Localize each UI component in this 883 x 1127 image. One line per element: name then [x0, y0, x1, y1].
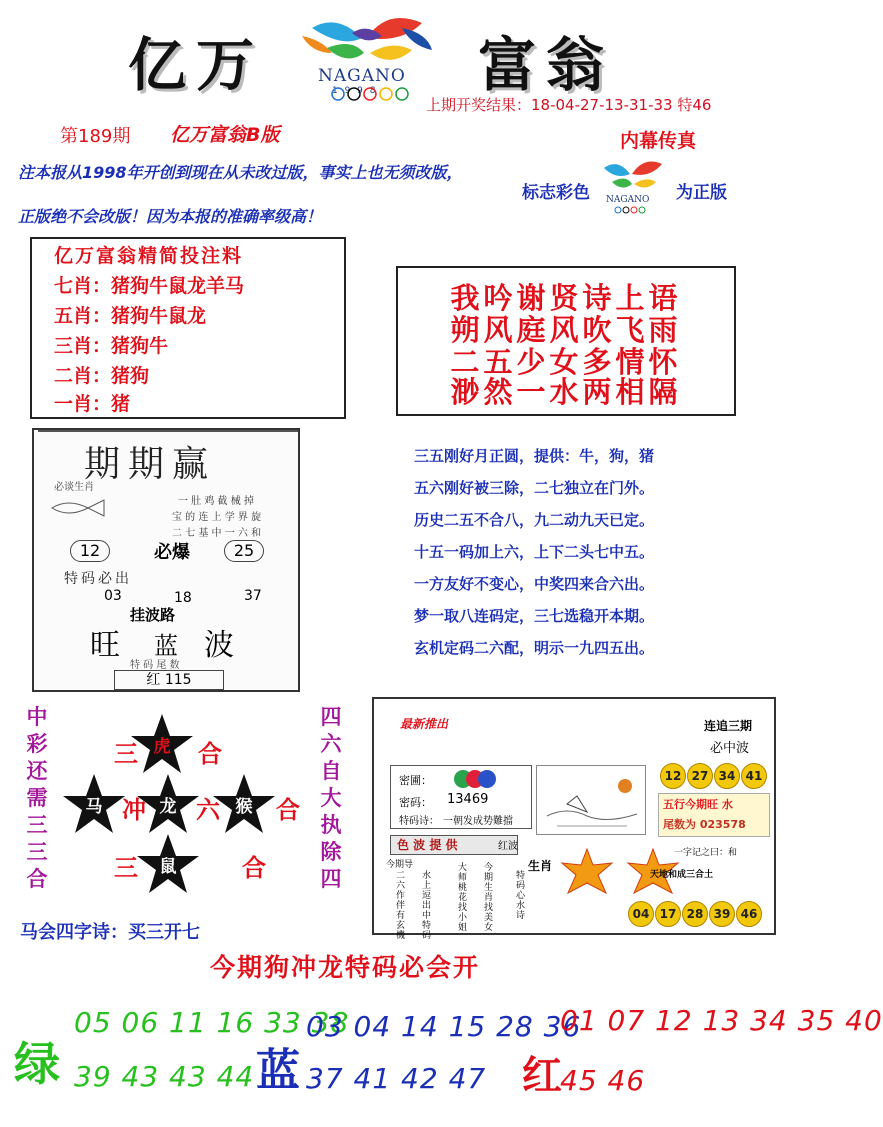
- zodiac-left-column: 中彩还需三三合: [26, 705, 48, 891]
- star-horse: [62, 772, 126, 836]
- fax-label: 内幕传真: [620, 130, 697, 152]
- star-monkey-label: 猴: [235, 796, 253, 817]
- word-note: 一字记之曰：和: [674, 848, 738, 858]
- vertical-col-2: 水上逗出中特码: [422, 871, 432, 941]
- star-horse-label: 马: [85, 796, 103, 817]
- star-dragon: [136, 772, 200, 836]
- color-tag: 色 波 提 供: [390, 835, 518, 855]
- zodiac-chong: 冲: [122, 796, 146, 824]
- blue-poem-line: 梦一取八连码定，三七选稳开本期。: [414, 607, 655, 625]
- ball: 28: [682, 901, 708, 927]
- title-left: 亿万: [128, 31, 265, 99]
- scan-red-label: 红 115: [114, 670, 224, 690]
- blue-poem-line: 十五一码加上六，上下二头七中五。: [414, 543, 655, 561]
- green-row-1: 05 06 11 16 33 38: [74, 1006, 350, 1039]
- last-result: 上期开奖结果：18-04-27-13-31-33 特46: [426, 96, 712, 114]
- code-value: 13469: [447, 792, 489, 807]
- scan-num: 37: [244, 588, 262, 604]
- title-right: 富翁: [478, 31, 615, 99]
- scan-num: 03: [104, 588, 122, 604]
- panel-must-bo: 必中波: [710, 741, 750, 756]
- blue-poem-line: 五六刚好被三除，二七独立在门外。: [414, 479, 655, 497]
- ball: 04: [628, 901, 654, 927]
- info-panel: [372, 697, 776, 941]
- blue-row-2: 37 41 42 47: [306, 1062, 487, 1095]
- zodiac-row1-left: 三: [114, 740, 138, 768]
- banner: 今期狗冲龙特码必会开: [210, 953, 481, 982]
- blue-poem-line: 三五刚好月正圆，提供：牛，狗，猪: [414, 447, 655, 465]
- scan-lan: 蓝: [154, 632, 178, 660]
- vertical-col-4: 今期生肖找美女: [484, 863, 494, 933]
- scan-title: 期期赢: [84, 444, 217, 485]
- pick-line: 七肖：猪狗牛鼠龙羊马: [54, 275, 245, 297]
- svg-text:NAGANO: NAGANO: [606, 195, 650, 205]
- scan-wang: 旺: [90, 628, 120, 663]
- scan-bo: 波: [204, 628, 234, 663]
- poem-line: 我吟谢贤诗上语: [450, 281, 682, 315]
- panel-header-gap: [486, 699, 672, 749]
- scan-rule: [38, 430, 298, 432]
- blue-poem-line: 玄机定码二六配，明示一九四五出。: [414, 639, 655, 657]
- zodiac-row3-left: 三: [114, 854, 138, 882]
- ball: 41: [741, 763, 767, 789]
- ball: 34: [714, 763, 740, 789]
- scan-caption-right-3: 二 七 基 中 一 六 和: [172, 528, 262, 539]
- blue-poem-line: 一方友好不变心，中奖四来合六出。: [414, 575, 655, 593]
- poem-line: 渺然一水两相隔: [450, 375, 682, 409]
- balls-top: [660, 763, 768, 789]
- balls-bottom: [628, 901, 763, 927]
- star-rat: [136, 832, 200, 896]
- boat-icon: [537, 766, 647, 836]
- logo-year: 1 9 9 8: [332, 86, 378, 96]
- pick-line: 五肖：猪狗牛鼠龙: [54, 305, 207, 327]
- ball: 17: [655, 901, 681, 927]
- scan-subtitle: 挂波路: [130, 606, 176, 624]
- wuxing-label: 五行今期旺 水: [663, 798, 733, 811]
- note-line-2: 正版绝不会改版！因为本报的准确率级高！: [18, 207, 323, 226]
- small-flower-icon: [596, 156, 668, 216]
- poem-line: 二五少女多情怀: [450, 345, 682, 379]
- tail-label: 尾数为 023578: [663, 818, 746, 831]
- star-rat-label: 鼠: [159, 856, 177, 877]
- scan-box: [32, 428, 300, 692]
- logo-note-right: 为正版: [676, 183, 727, 203]
- blue-row-1: 03 04 14 15 28 36: [306, 1010, 582, 1043]
- zodiac-poem: 马会四字诗：买三开七: [20, 922, 200, 943]
- olympic-rings-icon: [326, 86, 426, 100]
- small-nagano-logo: [596, 156, 668, 216]
- today-label: 今期导: [386, 860, 414, 870]
- code-label: 密码：: [399, 796, 432, 809]
- scan-special: 特码必出: [64, 571, 132, 587]
- shengxiao-label: 生肖: [528, 859, 553, 873]
- poem-line: 朔风庭风吹飞雨: [450, 313, 682, 347]
- note-line-1: 注本报从1998年开创到现在从未改过版，事实上也无须改版，: [18, 163, 463, 182]
- colored-balls-icon: [453, 768, 497, 790]
- zodiac-right-column: 四六自大执除四: [320, 705, 342, 891]
- special-poem: 一朝发成势難擋: [443, 816, 513, 827]
- vertical-col-1: 二六作伴有玄機: [396, 871, 406, 941]
- ball: 27: [687, 763, 713, 789]
- star-monkey: [212, 772, 276, 836]
- zodiac-row1-right: 合: [198, 740, 222, 768]
- picks-box: [30, 237, 346, 419]
- mi-label: 密圃：: [399, 774, 432, 787]
- vertical-col-3: 大师桃花找小姐: [458, 863, 468, 933]
- red-row-1: 01 07 12 13 34 35 40: [560, 1004, 883, 1037]
- blue-label: 蓝: [256, 1045, 300, 1096]
- edition-label: 亿万富翁B版: [170, 124, 280, 146]
- red-label: 红: [522, 1053, 562, 1099]
- ball: 12: [660, 763, 686, 789]
- vertical-col-5: 特码心水诗: [516, 871, 526, 921]
- star-dragon-label: 龙: [159, 796, 177, 817]
- panel-new-label: 最新推出: [400, 717, 449, 731]
- scan-sub-caption: 特 码 尾 数: [130, 660, 180, 671]
- wuxing-box: [658, 793, 770, 837]
- code-box: [390, 765, 532, 829]
- boat-sketch: [536, 765, 646, 835]
- zodiac-row2-he: 合: [276, 796, 300, 824]
- sun-star-icon: [560, 849, 614, 895]
- scan-caption-left: 必谈生肖: [54, 482, 94, 493]
- logo-word: NAGANO: [318, 66, 406, 86]
- star-tiger-label: 虎: [153, 736, 171, 757]
- special-poem-label: 特码诗：: [399, 816, 439, 827]
- scan-caption-right-1: 一 肚 鸡 截 械 掉: [178, 496, 254, 507]
- scan-num-right: 25: [224, 540, 264, 562]
- star-tiger: [130, 712, 194, 776]
- scan-num: 18: [174, 590, 192, 606]
- pick-line: 一肖：猪: [54, 393, 131, 415]
- blue-poem: [414, 440, 704, 664]
- fish-sketch-icon: [48, 496, 112, 520]
- blue-poem-line: 历史二五不合八，九二动九天已定。: [414, 511, 655, 529]
- green-row-2: 39 43 43 44: [74, 1060, 255, 1093]
- ball: 46: [736, 901, 762, 927]
- green-label: 绿: [14, 1037, 60, 1091]
- logo-note-left: 标志彩色: [522, 183, 590, 203]
- heaven-note: 天地和成三合土: [650, 870, 714, 880]
- red-tag: 红波: [498, 841, 518, 852]
- scan-num-left: 12: [70, 540, 110, 562]
- scan-caption-right-2: 宝 的 连 上 学 界 旋: [172, 512, 262, 523]
- ball: 39: [709, 901, 735, 927]
- red-row-2: 45 46: [560, 1064, 646, 1097]
- issue-number: 第189期: [60, 126, 131, 147]
- zodiac-liu: 六: [196, 796, 220, 824]
- picks-title: 亿万富翁精简投注料: [54, 245, 244, 267]
- panel-three-label: 连追三期: [704, 719, 753, 733]
- zodiac-row3-right: 合: [242, 854, 266, 882]
- pick-line: 二肖：猪狗: [54, 365, 150, 387]
- pick-line: 三肖：猪狗牛: [54, 335, 169, 357]
- scan-must: 必爆: [154, 542, 190, 563]
- poem-box: [396, 266, 736, 416]
